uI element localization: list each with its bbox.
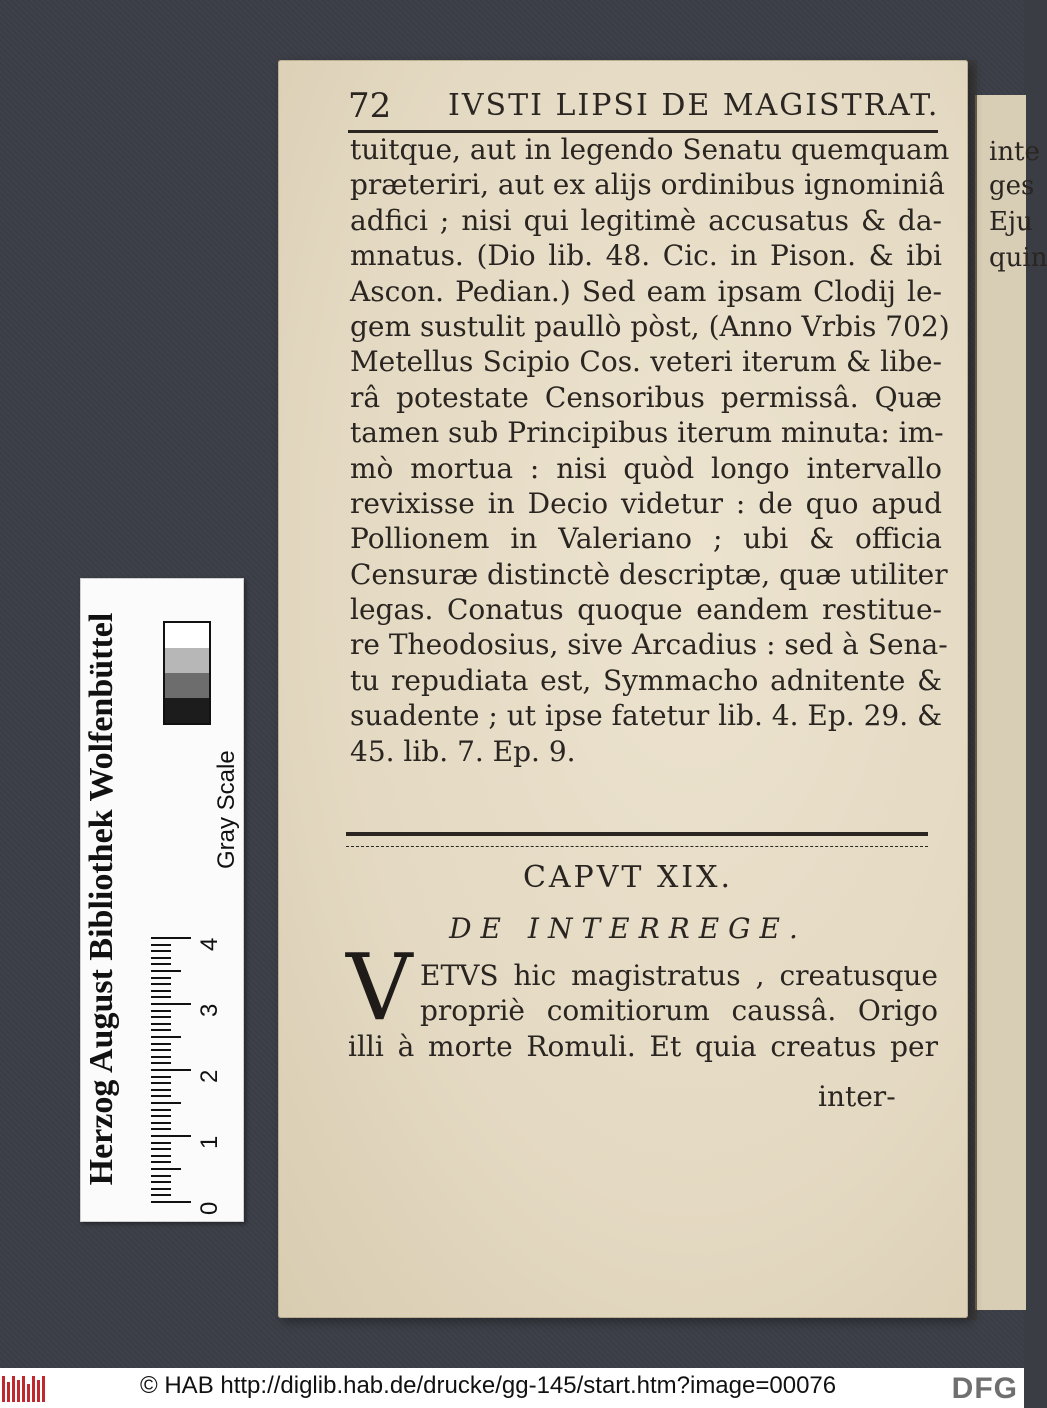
chapter-text xyxy=(348,958,938,1064)
text-line: râ potestate Censoribus permissâ. Quæ xyxy=(350,380,942,414)
ruler-tick xyxy=(151,1089,171,1091)
hab-logo-icon xyxy=(2,1376,46,1402)
ruler-tick xyxy=(151,1076,171,1078)
ruler-tick xyxy=(151,1135,191,1137)
copyright-text: © HAB http://diglib.hab.de/drucke/gg-145/start.htm?image=00076 xyxy=(140,1372,837,1399)
ruler-tick xyxy=(151,963,171,965)
text-line: legas. Conatus quoque eandem restitue- xyxy=(350,593,942,627)
ruler-tick xyxy=(151,1049,171,1051)
ruler-ticks xyxy=(151,871,223,1215)
text-line: illi à morte Romuli. Et quia creatus per xyxy=(348,1029,938,1063)
scale-ruler xyxy=(80,578,244,1222)
catchword: inter- xyxy=(818,1080,896,1113)
text-line: Pollionem in Valeriano ; ubi & officia xyxy=(350,522,942,556)
gray-swatch xyxy=(165,648,209,673)
ruler-tick xyxy=(151,983,171,985)
book-page xyxy=(278,60,968,1318)
ruler-tick xyxy=(151,1109,171,1111)
chapter-title: CAPVT XIX. xyxy=(522,860,734,895)
ruler-tick xyxy=(151,1095,171,1097)
text-line: tuitque, aut in legendo Senatu quemquam xyxy=(350,133,950,166)
ruler-tick xyxy=(151,1102,181,1104)
ruler-tick xyxy=(151,1188,171,1190)
next-page-fragment: inte xyxy=(989,137,1040,167)
next-page-fragment: ges xyxy=(989,171,1035,201)
ruler-tick xyxy=(151,1016,171,1018)
ruler-tick xyxy=(151,1062,171,1064)
text-line: ETVS hic magistratus , creatusque xyxy=(420,959,938,992)
text-line: propriè comitiorum caussâ. Origo xyxy=(420,994,938,1028)
text-line: adfici ; nisi qui legitimè accusatus & da- xyxy=(350,203,942,237)
ruler-tick xyxy=(151,1069,191,1071)
ruler-tick-label: 1 xyxy=(196,1135,223,1149)
footer-bar xyxy=(0,1368,1024,1408)
ruler-tick xyxy=(151,1148,171,1150)
ruler-tick xyxy=(151,1122,171,1124)
page-number: 72 xyxy=(348,86,392,126)
drop-cap: V xyxy=(346,934,413,1041)
ruler-tick xyxy=(151,1010,171,1012)
ruler-tick xyxy=(151,970,181,972)
running-title: IVSTI LIPSI DE MAGISTRAT. xyxy=(448,88,940,123)
ruler-tick xyxy=(151,1056,171,1058)
ruler-tick xyxy=(151,1003,191,1005)
ruler-tick xyxy=(151,1115,171,1117)
ruler-tick xyxy=(151,1175,171,1177)
ruler-tick xyxy=(151,1142,171,1144)
ruler-tick xyxy=(151,1155,171,1157)
text-line: gem sustulit paullò pòst, (Anno Vrbis 702) xyxy=(350,309,950,343)
ruler-tick xyxy=(151,950,171,952)
text-line: præteriri, aut ex alijs ordinibus ignominiâ xyxy=(350,168,945,202)
ruler-tick xyxy=(151,1201,191,1203)
institution-label: Herzog August Bibliothek Wolfenbüttel xyxy=(83,612,120,1186)
next-page-edge xyxy=(975,95,1047,1310)
text-line: Metellus Scipio Cos. veteri iterum & libe- xyxy=(350,345,942,379)
ruler-tick xyxy=(151,996,171,998)
text-line: suadente ; ut ipse fatetur lib. 4. Ep. 29. & xyxy=(350,699,942,733)
ruler-tick xyxy=(151,1128,171,1130)
ruler-tick xyxy=(151,977,171,979)
text-line: mò mortua : nisi quòd longo intervallo xyxy=(350,451,942,485)
gray-scale-swatches xyxy=(163,621,211,725)
text-line: Censuræ distinctè descriptæ, quæ utiliter xyxy=(350,557,948,591)
ruler-tick-label: 3 xyxy=(196,1003,223,1017)
page-header xyxy=(348,80,938,133)
ruler-tick xyxy=(151,937,191,939)
ruler-tick-label: 4 xyxy=(196,937,223,951)
next-page-fragment: quin xyxy=(989,243,1047,273)
dfg-logo: DFG xyxy=(951,1372,1018,1405)
ruler-tick xyxy=(151,1043,171,1045)
ruler-tick xyxy=(151,990,171,992)
gray-swatch xyxy=(165,623,209,648)
text-line: 45. lib. 7. Ep. 9. xyxy=(350,734,576,768)
ruler-tick xyxy=(151,1023,171,1025)
ruler-tick xyxy=(151,1161,171,1163)
ruler-tick-label: 2 xyxy=(196,1069,223,1083)
next-page-fragment: Eju xyxy=(989,207,1033,237)
ruler-tick xyxy=(151,1082,171,1084)
section-divider xyxy=(346,832,928,847)
ruler-tick xyxy=(151,944,171,946)
ruler-tick xyxy=(151,1036,181,1038)
text-line: tu repudiata est, Symmacho adnitente & xyxy=(350,663,942,697)
ruler-tick xyxy=(151,1029,171,1031)
text-line: re Theodosius, sive Arcadius : sed à Sena- xyxy=(350,628,948,662)
ruler-tick xyxy=(151,1181,171,1183)
text-line: revixisse in Decio videtur : de quo apud xyxy=(350,486,942,520)
ruler-tick-label: 0 xyxy=(196,1201,223,1215)
ruler-tick xyxy=(151,1194,171,1196)
text-line: mnatus. (Dio lib. 48. Cic. in Pison. & ibi xyxy=(350,239,942,273)
ruler-tick xyxy=(151,957,171,959)
text-line: Ascon. Pedian.) Sed eam ipsam Clodij le- xyxy=(350,274,942,308)
body-text xyxy=(350,132,950,769)
text-line: tamen sub Principibus iterum minuta: im- xyxy=(350,416,944,450)
gray-scale-label: Gray Scale xyxy=(213,750,240,869)
section-title: DE INTERREGE. xyxy=(449,912,807,945)
gray-swatch xyxy=(165,673,209,698)
gray-swatch xyxy=(165,698,209,723)
ruler-tick xyxy=(151,1168,181,1170)
